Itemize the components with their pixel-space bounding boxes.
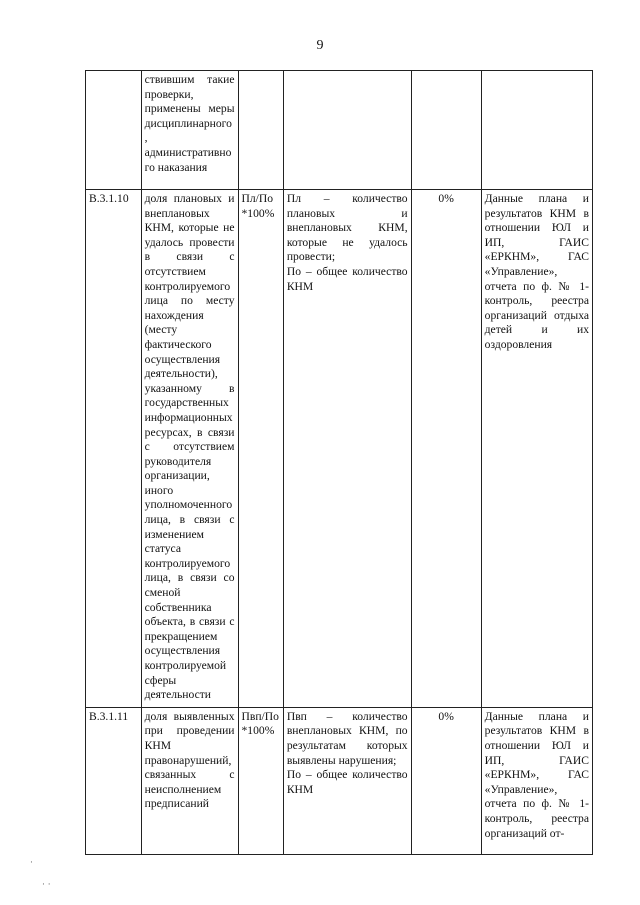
description-part-1: Пл – количество плановых и внеплановых КНМ, которые не удалось провести; — [286, 192, 408, 264]
scan-speck: · · — [42, 880, 51, 890]
cell-source — [481, 71, 592, 190]
indicators-table — [85, 70, 593, 855]
description-part-1: Пвп – количество внеплановых КНМ, по результатам которых выявлены нарушения; — [286, 709, 408, 767]
cell-code: В.3.1.10 — [86, 190, 142, 708]
description-part-2: По – общее количество КНМ — [286, 768, 408, 796]
table-row — [86, 707, 593, 854]
cell-source: Данные плана и результатов КНМ в отношении ЮЛ и ИП, ГАИС «ЕРКНМ», ГАС «Управление», отчета по ф. № 1-контроль, реестра организаций отдыха детей и их оздоровления — [481, 190, 592, 708]
cell-description — [283, 190, 411, 708]
cell-indicator-name: ствившим такие проверки, применены меры дисциплинарного, административного наказания — [141, 71, 238, 190]
cell-target: 0% — [411, 707, 481, 854]
cell-description — [283, 71, 411, 190]
cell-target: 0% — [411, 190, 481, 708]
cell-formula: Пл/По *100% — [238, 190, 283, 708]
scan-speck: · — [30, 858, 33, 868]
cell-target — [411, 71, 481, 190]
cell-formula — [238, 71, 283, 190]
description-part-2: По – общее количество КНМ — [286, 264, 408, 293]
cell-description — [283, 707, 411, 854]
page-number: 9 — [316, 38, 324, 53]
cell-source: Данные плана и результатов КНМ в отношении ЮЛ и ИП, ГАИС «ЕРКНМ», ГАС «Управление», отчета по ф. № 1-контроль, реестра организаций от- — [481, 707, 592, 854]
cell-code: В.3.1.11 — [86, 707, 142, 854]
cell-code — [86, 71, 142, 190]
cell-indicator-name: доля выявленных при проведении КНМ правонарушений, связанных с неисполнением предписаний — [141, 707, 238, 854]
cell-indicator-name: доля плановых и внеплановых КНМ, которые не удалось провести в связи с отсутствием контролируемого лица по месту нахождения (месту фактического осуществления деятельности), указанному в государственных информационных ресурсах, в связи с отсутствием руководителя организации, иного уполномоченного лица, в связи с изменением статуса контролируемого лица, в связи со сменой собственника объекта, в связи с прекращением осуществления контролируемой сферы деятельности — [141, 190, 238, 708]
cell-formula: Пвп/По *100% — [238, 707, 283, 854]
table-row-continuation — [86, 71, 593, 190]
table-row — [86, 190, 593, 708]
